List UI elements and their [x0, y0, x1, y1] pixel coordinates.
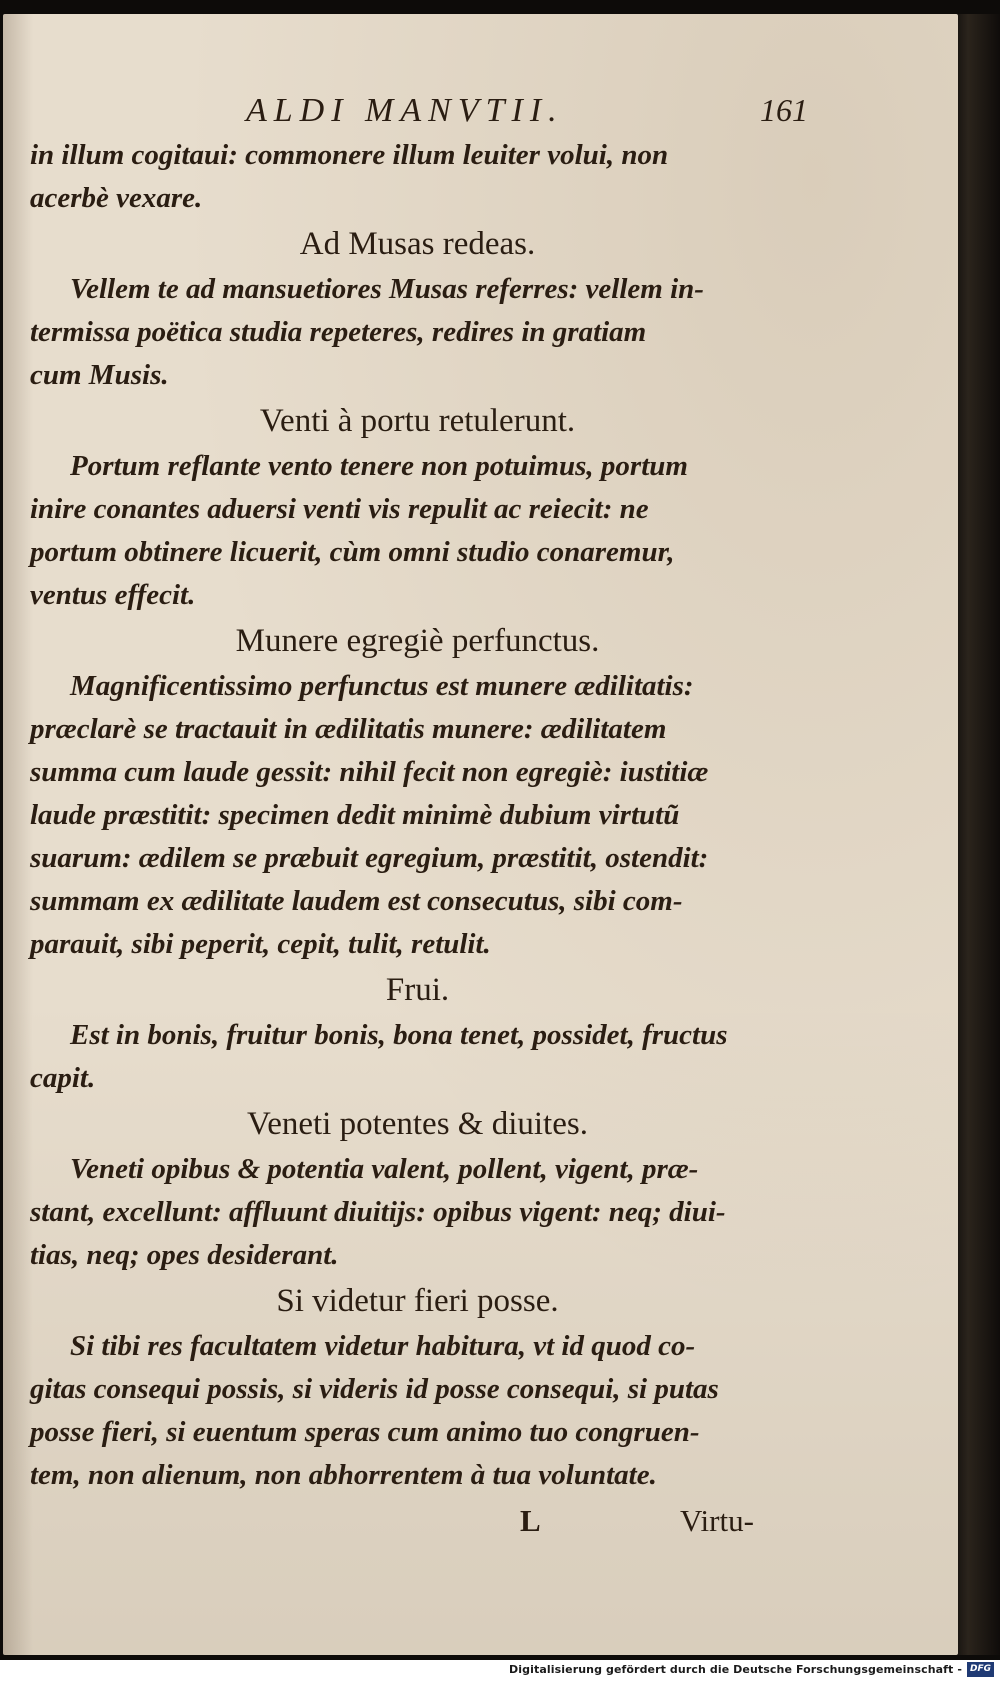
paragraph-line: tias, neq; opes desiderant.	[30, 1239, 339, 1271]
section-frui	[30, 968, 805, 1100]
page-number: 161	[760, 92, 808, 128]
paragraph-line: Magnificentissimo perfunctus est munere ædilitatis:	[70, 670, 694, 702]
book-spine	[958, 14, 1000, 1655]
section-heading: Si videtur fieri posse.	[276, 1283, 559, 1319]
paragraph-line: Si tibi res facultatem videtur habitura, vt id quod co-	[70, 1330, 696, 1362]
paragraph-line: summam ex ædilitate laudem est consecutus, sibi com-	[30, 885, 683, 917]
section-heading: Venti à portu retulerunt.	[259, 403, 576, 439]
page-footer-line	[30, 1501, 805, 1545]
paragraph-line: Est in bonis, fruitur bonis, bona tenet, possidet, fructus	[70, 1019, 728, 1051]
paragraph-line: portum obtinere licuerit, cùm omni studio conaremur,	[30, 536, 675, 568]
credit-text: Digitalisierung gefördert durch die Deutsche Forschungsgemeinschaft -	[509, 1663, 962, 1676]
section-heading: Munere egregiè perfunctus.	[235, 623, 600, 659]
section-heading: Veneti potentes & diuites.	[247, 1106, 588, 1142]
paragraph-line: laude præstitit: specimen dedit minimè dubium virtutũ	[30, 799, 680, 831]
section-venti	[30, 399, 805, 617]
signature-mark: L	[520, 1503, 541, 1538]
paragraph-line: posse fieri, si euentum speras cum animo tuo congruen-	[30, 1416, 700, 1448]
credit-bar	[0, 1660, 1000, 1682]
section-ad-musas	[30, 222, 805, 397]
paragraph-line: acerbè vexare.	[30, 182, 203, 214]
running-head	[30, 86, 808, 134]
section-si-videtur	[30, 1279, 805, 1497]
paragraph-line: in illum cogitaui: commonere illum leuiter volui, non	[30, 139, 669, 171]
catchword: Virtu-	[680, 1503, 754, 1538]
paragraph-line: Vellem te ad mansuetiores Musas referres: vellem in-	[70, 273, 704, 305]
paragraph-line: tem, non alienum, non abhorrentem à tua voluntate.	[30, 1459, 657, 1491]
section-heading: Ad Musas redeas.	[299, 226, 536, 262]
section-continuation	[30, 134, 805, 220]
running-title: ALDI MANVTII.	[246, 92, 564, 129]
section-heading: Frui.	[385, 972, 450, 1008]
paragraph-line: summa cum laude gessit: nihil fecit non egregiè: iustitiæ	[30, 756, 709, 788]
section-munere	[30, 619, 805, 966]
paragraph-line: suarum: ædilem se præbuit egregium, præstitit, ostendit:	[30, 842, 709, 874]
paragraph-line: inire conantes aduersi venti vis repulit ac reiecit: ne	[30, 493, 649, 525]
paragraph-line: parauit, sibi peperit, cepit, tulit, retulit.	[30, 928, 491, 960]
paragraph-line: ventus effecit.	[30, 579, 196, 611]
paragraph-line: capit.	[30, 1062, 96, 1094]
paragraph-line: Veneti opibus & potentia valent, pollent, vigent, præ-	[70, 1153, 699, 1185]
paragraph-line: stant, excellunt: affluunt diuitijs: opibus vigent: neq; diui-	[30, 1196, 726, 1228]
page-text	[30, 86, 808, 1545]
section-veneti	[30, 1102, 805, 1277]
paragraph-line: cum Musis.	[30, 359, 169, 391]
paragraph-line: Portum reflante vento tenere non potuimus, portum	[70, 450, 688, 482]
paragraph-line: termissa poëtica studia repeteres, redires in gratiam	[30, 316, 647, 348]
paragraph-line: gitas consequi possis, si videris id posse consequi, si putas	[30, 1373, 719, 1405]
paragraph-line: præclarè se tractauit in ædilitatis munere: ædilitatem	[30, 713, 667, 745]
dfg-logo: DFG	[967, 1662, 994, 1677]
